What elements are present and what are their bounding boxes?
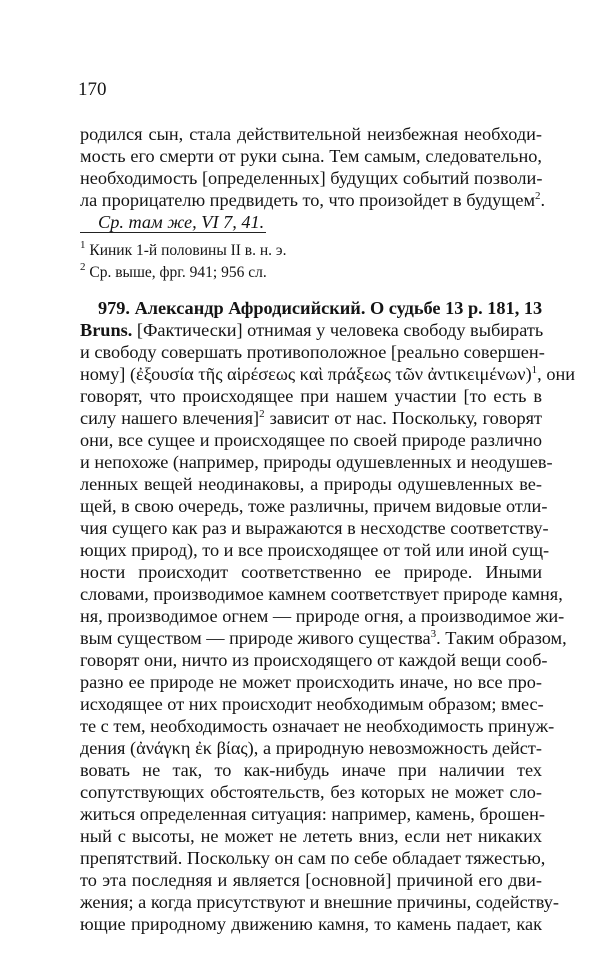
footnote: $^1$ Киник 1-й половины II в. н. э. [80, 239, 287, 259]
text-line: мость его смерти от руки сына. Тем самым, следовательно, [80, 146, 542, 166]
text-line: Bruns. [Фактически] отнимая у человека свободу выбирать [80, 320, 544, 340]
footnote-divider [80, 232, 266, 233]
text-line: и непохоже (например, природы одушевленных и неодушев- [80, 452, 553, 472]
footnote: $^2$ Ср. выше, фрг. 941; 956 сл. [80, 261, 267, 281]
text-line: житься определенная ситуация: например, камень, брошен- [80, 804, 546, 824]
footnote-ref: 2 [259, 408, 265, 420]
fragment-heading: 979. Александр Афродисийский. О судьбе 13 р. 181, 13 [98, 298, 543, 318]
text-line: сопутствующих обстоятельств, без которых не может сло- [80, 782, 542, 802]
text-line: щей, в свою очередь, тоже различны, причем видовые отли- [80, 496, 548, 516]
fragment-heading-source: Bruns. [80, 320, 133, 340]
text-line: ня, производимое огнем — природе огня, а производимое жи- [80, 606, 565, 626]
text-line: ному] (ἐξουσία τῆς αἱρέσεως καὶ πράξεως τῶν ἀντικειμένων)$^1$, они [80, 364, 576, 384]
text-line: необходимость [определенных] будущих событий позволи- [80, 168, 543, 188]
footnote-ref: 1 [531, 364, 538, 376]
text-line: жения; а когда присутствуют и внешние причины, содейству- [80, 892, 560, 912]
text-line: ности происходит соответственно ее природе. Иными [80, 562, 542, 582]
footnote-ref: 3 [430, 628, 437, 640]
text-line: говорят они, ничто из происходящего от каждой вещи сооб- [80, 650, 548, 670]
text-line: ющих природ), то и все происходящее от той или иной сущ- [80, 540, 550, 560]
text-line: исходящее от них происходит необходимым образом; вмес- [80, 694, 544, 714]
text-line: силу нашего влечения]$^2$ зависит от нас. Поскольку, говорят [80, 408, 543, 428]
text-line: ющие природному движению камня, то камень падает, как [80, 914, 542, 934]
text-line: родился сын, стала действительной неизбежная необходи- [80, 124, 542, 144]
text-line: и свободу совершать противоположное [реально совершен- [80, 342, 545, 362]
text-line: те с тем, необходимость означает не необходимость принуж- [80, 716, 555, 736]
text-line: словами, производимое камнем соответствует природе камня, [80, 584, 563, 604]
text-line: ла прорицателю предвидеть то, что произойдет в будущем$^2$. [80, 190, 546, 210]
text-line: вым существом — природе живого существа$^3$. Таким образом, [80, 628, 567, 648]
text-line: чия сущего как раз и выражаются в несходстве соответству- [80, 518, 549, 538]
page-number: 170 [78, 79, 107, 100]
text-line: дения (ἀνάγκη ἐκ βίας), а природную невозможность дейст- [80, 738, 542, 758]
text-line: препятствий. Поскольку он сам по себе обладает тяжестью, [80, 848, 546, 868]
footnote-ref: 2 [535, 190, 541, 202]
text-line: ленных вещей неодинаковы, а природы одушевленных ве- [80, 474, 542, 494]
cross-reference: Ср. там же, VI 7, 41. [98, 212, 265, 232]
text-line: то эта последняя и является [основной] причиной его дви- [80, 870, 542, 890]
text-line: ный с высоты, не может не лететь вниз, если нет никаких [80, 826, 542, 846]
text-line: они, все сущее и происходящее по своей природе различно [80, 430, 542, 450]
text-line: вовать не так, то как-нибудь иначе при наличии тех [80, 760, 542, 780]
text-line: разно ее природе не может происходить иначе, но все про- [80, 672, 542, 692]
text-line: говорят, что происходящее при нашем участии [то есть в [80, 386, 542, 406]
